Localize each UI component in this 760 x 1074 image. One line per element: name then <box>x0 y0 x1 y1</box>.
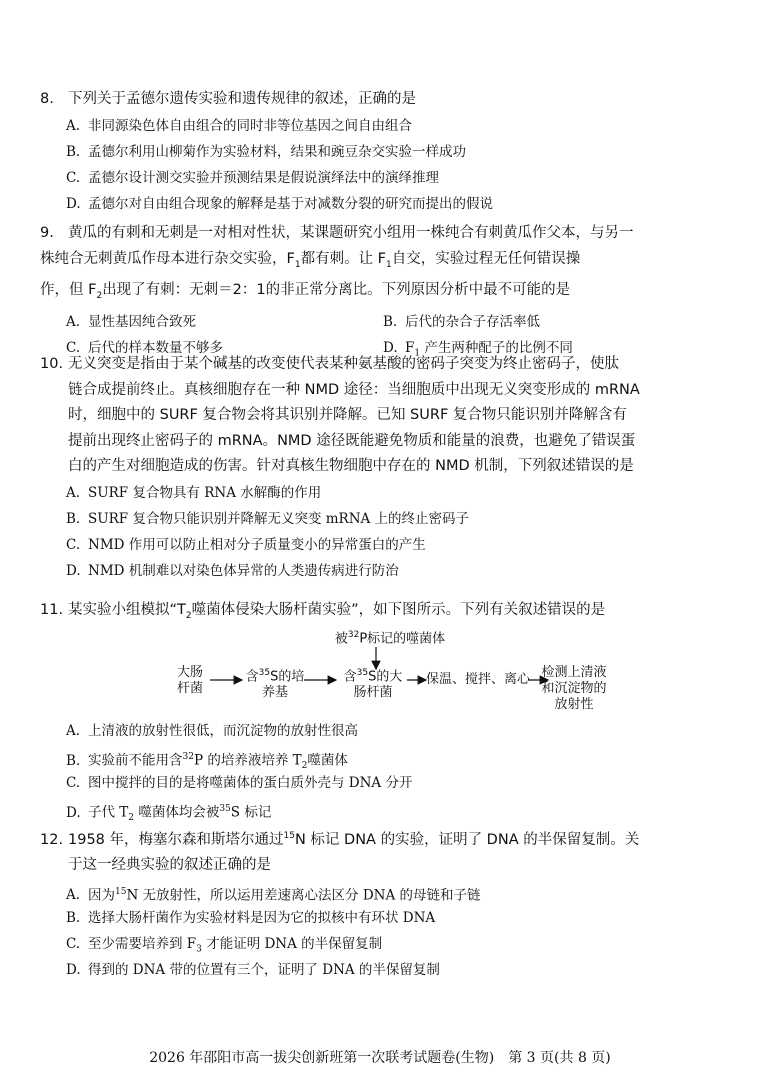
labeled-phage-label: 被$^{32}$P标记的噬菌体 <box>334 630 446 647</box>
ecoli-box: 大肠 杆菌 <box>176 665 203 696</box>
option-c: C. 图中搅拌的目的是将噬菌体的蛋白质外壳与 DNA 分开 <box>66 775 413 791</box>
s35-medium-box: 含$^{35}$S的培 养基 <box>245 668 305 701</box>
question-11: 11. 某实验小组模拟“$T_2$噬菌体侵染大肠杆菌实验”，如下图所示。下列有关叙述错误的是 <box>40 598 700 629</box>
option-c: C. 孟德尔设计测交实验并预测结果是假说演绎法中的演绎推理 <box>66 169 439 186</box>
question-stem: 下列关于孟德尔遗传实验和遗传规律的叙述，正确的是 <box>68 91 416 107</box>
question-9: 9. 黄瓜的有刺和无刺是一对相对性状，某课题研究小组用一株纯合有刺黄瓜作父本，与另一 株纯合无刺黄瓜作母本进行杂交实验，$F_1$都有刺。让 $F_1$自交，实验过程无任何错误操 作，但 $F_2$出现了有刺：无刺＝2：1的非正常分离比。下列原因分析中最不可能的是 A. 显性基因纯合致死 B. 后代的杂合子存活率低 C. 后代的样本数量不够多 D. $F_1$ 产生两种配子的比例不同 <box>40 221 700 361</box>
page-footer: 2026 年邵阳市高一拔尖创新班第一次联考试题卷(生物) 第 3 页(共 8 页) <box>149 1050 611 1066</box>
option-b: B. 实验前不能用含$^{32}$P 的培养液培养 $T_2$噬菌体 <box>66 752 348 772</box>
question-number: 12. <box>40 831 64 848</box>
option-c: C. NMD 作用可以防止相对分子质量变小的异常蛋白的产生 <box>66 536 426 553</box>
option-a: A. 因为$^{15}$N 无放射性，所以运用差速离心法区分 DNA 的母链和子链 <box>66 886 481 904</box>
option-a: A. 上清液的放射性很低，而沉淀物的放射性很高 <box>66 723 358 739</box>
option-a: A. SURF 复合物具有 RNA 水解酶的作用 <box>66 484 322 501</box>
option-d: D. $F_1$ 产生两种配子的比例不同 <box>383 340 573 359</box>
option-b: B. 选择大肠杆菌作为实验材料是因为它的拟核中有环状 DNA <box>66 909 436 926</box>
question-10: 10. 无义突变是指由于某个碱基的改变使代表某种氨基酸的密码子突变为终止密码子，使肽 链合成提前终止。真核细胞存在一种 NMD 途径：当细胞质中出现无义突变形成的 mRNA 时，细胞中的 SURF 复合物会将其识别并降解。已知 SURF 复合物只能识别并降解含有 提前出现终止密码子的 mRNA。NMD 途径既能避免物质和能量的浪费，也避免了错误蛋 白的产生对细胞造成的伤害。针对真核生物细胞中存在的 NMD 机制，下列叙述错误的是 A. SURF 复合物具有 RNA 水解酶的作用 B. SURF 复合物只能识别并降解无义突变 mRNA 上的终止密码子 C. NMD 作用可以防止相对分子质量变小的异常蛋白的产生 D. NMD 机制难以对染色体异常的人类遗传病进行防治 <box>40 352 700 584</box>
question-12: 12. 1958 年，梅塞尔森和斯塔尔通过$^{15}$N 标记 DNA 的实验，证明了 DNA 的半保留复制。关 于这一经典实验的叙述正确的是 A. 因为$^{15}$N 无放射性，所以运用差速离心法区分 DNA 的母链和子链 B. 选择大肠杆菌作为实验材料是因为它的拟核中有环状 DNA C. 至少需要培养到 $F_3$ 才能证明 DNA 的半保留复制 D. 得到的 DNA 带的位置有三个，证明了 DNA 的半保留复制 <box>40 824 700 983</box>
experiment-flow-diagram <box>170 625 607 713</box>
incubate-stir-centrifuge-box: 保温、搅拌、离心 <box>425 672 530 687</box>
option-c: C. 至少需要培养到 $F_3$ 才能证明 DNA 的半保留复制 <box>66 935 383 955</box>
question-number: 11. <box>40 602 64 618</box>
option-b: B. 后代的杂合子存活率低 <box>383 314 540 331</box>
question-11-options <box>40 718 700 822</box>
option-d: D. NMD 机制难以对染色体异常的人类遗传病进行防治 <box>66 562 399 579</box>
question-number: 8. <box>40 91 54 107</box>
option-c: C. 后代的样本数量不够多 <box>66 340 223 357</box>
option-b: B. SURF 复合物只能识别并降解无义突变 mRNA 上的终止密码子 <box>66 510 470 527</box>
s35-ecoli-box: 含$^{35}$S的大 肠杆菌 <box>343 668 403 701</box>
question-8 <box>40 87 700 217</box>
option-d: D. 得到的 DNA 带的位置有三个，证明了 DNA 的半保留复制 <box>66 961 440 978</box>
question-number: 10. <box>40 356 64 372</box>
option-a: A. 显性基因纯合致死 <box>66 314 196 331</box>
option-d: D. 孟德尔对自由组合现象的解释是基于对减数分裂的研究而提出的假说 <box>66 195 493 212</box>
detect-radioactivity-box: 检测上清液 和沉淀物的 放射性 <box>541 665 607 712</box>
option-a: A. 非同源染色体自由组合的同时非等位基因之间自由组合 <box>66 117 412 134</box>
option-b: B. 孟德尔利用山柳菊作为实验材料，结果和豌豆杂交实验一样成功 <box>66 143 466 160</box>
option-d: D. 子代 $T_2$ 噬菌体均会被$^{35}$S 标记 <box>66 804 272 824</box>
question-number: 9. <box>40 225 54 241</box>
